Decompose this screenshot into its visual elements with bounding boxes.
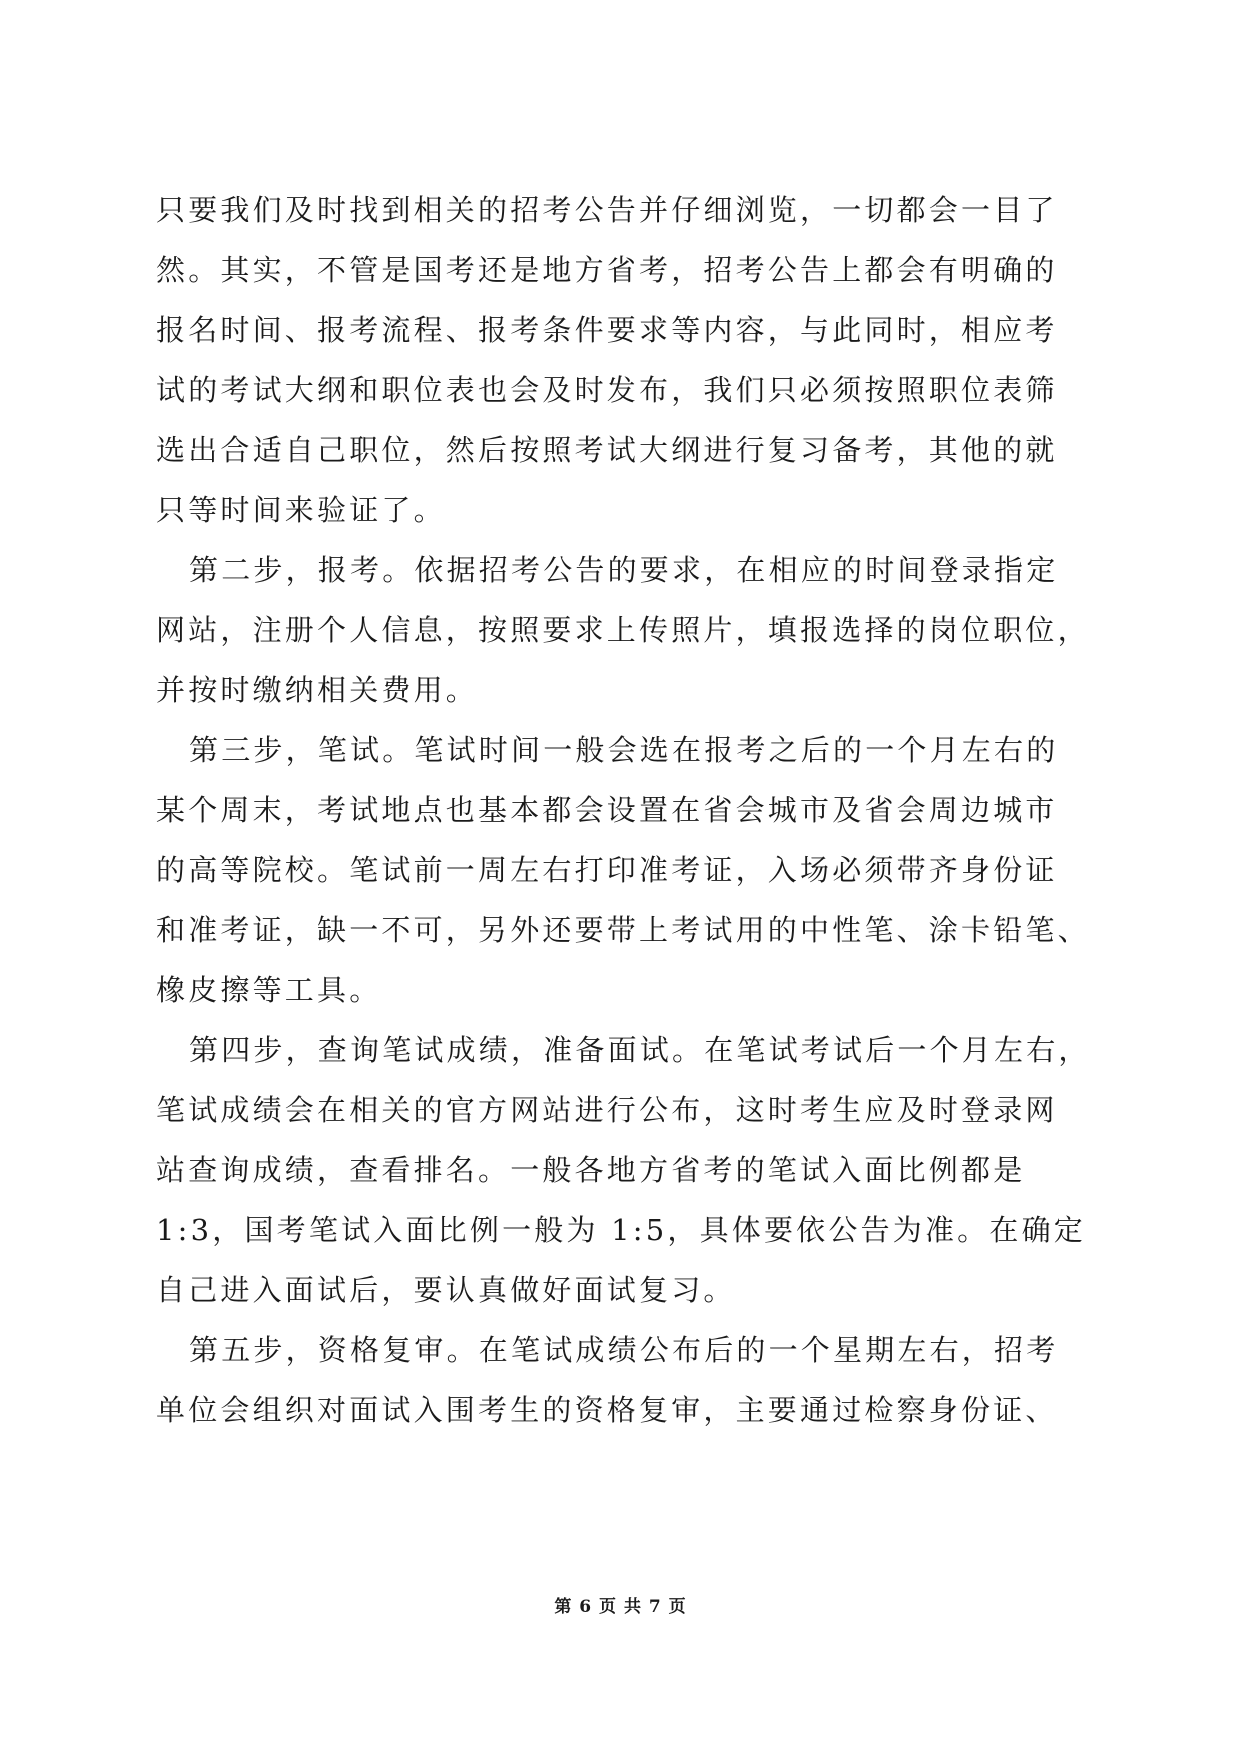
document-body xyxy=(156,180,1091,1440)
text-line: 然。其实，不管是国考还是地方省考，招考公告上都会有明确的 xyxy=(156,253,1058,287)
text-line: 报名时间、报考流程、报考条件要求等内容，与此同时，相应考 xyxy=(156,313,1058,347)
text-line: 1:3，国考笔试入面比例一般为 1:5，具体要依公告为准。在确定 xyxy=(156,1213,1086,1247)
text-line: 站查询成绩，查看排名。一般各地方省考的笔试入面比例都是 xyxy=(156,1153,1026,1187)
text-line: 试的考试大纲和职位表也会及时发布，我们只必须按照职位表筛 xyxy=(156,373,1058,407)
text-line: 和准考证，缺一不可，另外还要带上考试用的中性笔、涂卡铅笔、 xyxy=(156,913,1090,947)
paragraph-first-line: 第三步，笔试。笔试时间一般会选在报考之后的一个月左右的 xyxy=(189,733,1059,767)
paragraph-first-line: 第二步，报考。依据招考公告的要求，在相应的时间登录指定 xyxy=(189,553,1059,587)
page-footer: 第 6 页 共 7 页 xyxy=(554,1597,687,1617)
text-line: 网站，注册个人信息，按照要求上传照片，填报选择的岗位职位， xyxy=(156,613,1090,647)
text-line: 单位会组织对面试入围考生的资格复审，主要通过检察身份证、 xyxy=(156,1393,1058,1427)
paragraph-first-line: 第四步，查询笔试成绩，准备面试。在笔试考试后一个月左右， xyxy=(189,1033,1091,1067)
text-line: 并按时缴纳相关费用。 xyxy=(156,673,479,707)
text-line: 选出合适自己职位，然后按照考试大纲进行复习备考，其他的就 xyxy=(156,433,1058,467)
paragraph-first-line: 第五步，资格复审。在笔试成绩公布后的一个星期左右，招考 xyxy=(189,1333,1059,1367)
text-line: 笔试成绩会在相关的官方网站进行公布，这时考生应及时登录网 xyxy=(156,1093,1058,1127)
text-line: 橡皮擦等工具。 xyxy=(156,973,382,1007)
text-line: 只等时间来验证了。 xyxy=(156,493,446,527)
text-line: 只要我们及时找到相关的招考公告并仔细浏览，一切都会一目了 xyxy=(156,193,1058,227)
text-line: 自己进入面试后，要认真做好面试复习。 xyxy=(156,1273,736,1307)
text-line: 的高等院校。笔试前一周左右打印准考证，入场必须带齐身份证 xyxy=(156,853,1058,887)
text-line: 某个周末，考试地点也基本都会设置在省会城市及省会周边城市 xyxy=(156,793,1058,827)
